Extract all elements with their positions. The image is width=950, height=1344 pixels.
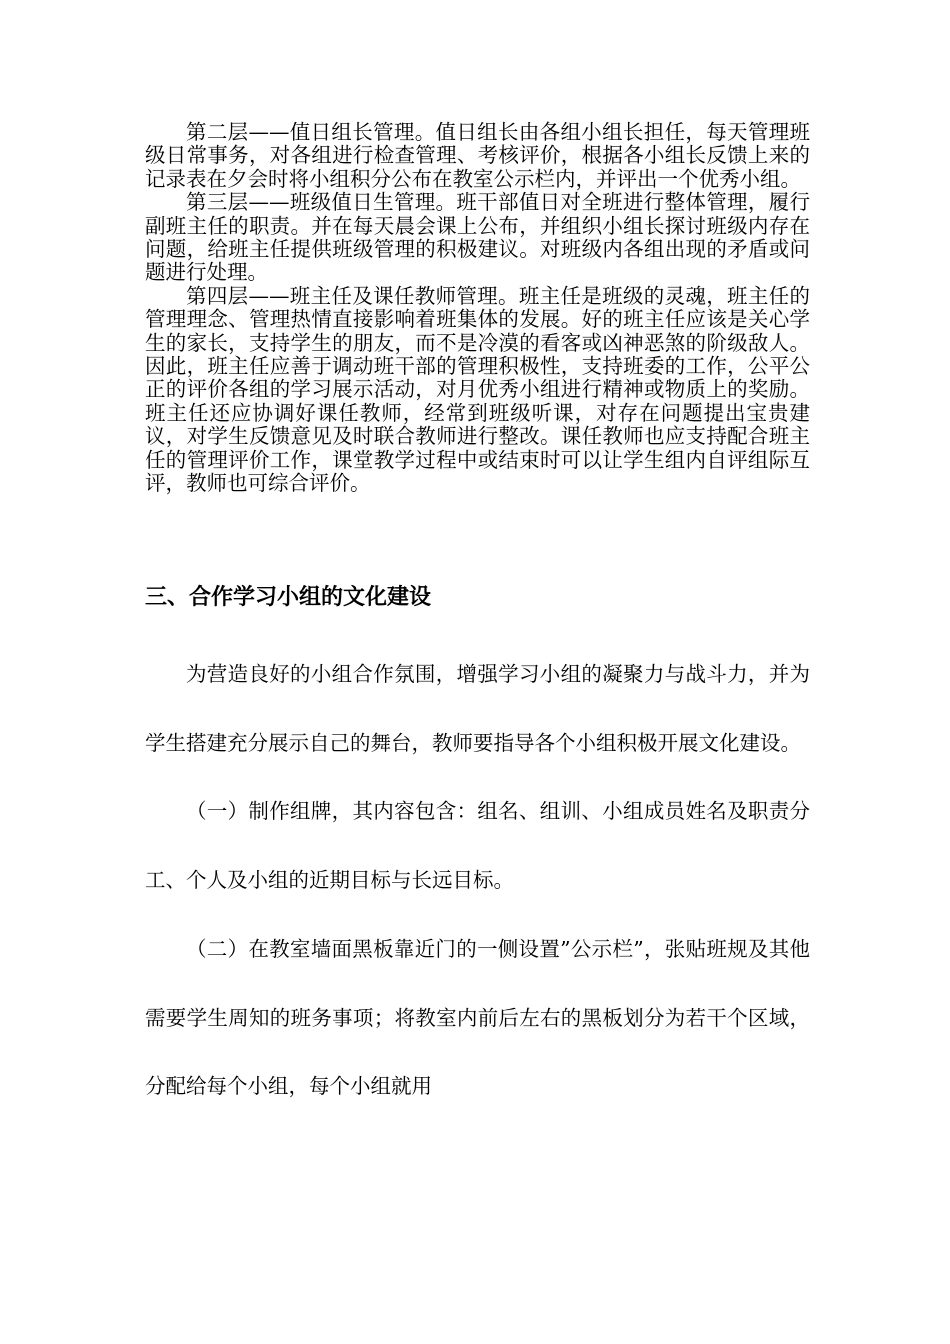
paragraph-layer-four: 第四层——班主任及课任教师管理。班主任是班级的灵魂，班主任的管理理念、管理热情直接影响着班集体的发展。好的班主任应该是关心学生的家长，支持学生的朋友，而不是冷漠的看客或凶神恶煞的阶级敌人。因此，班主任应善于调动班干部的管理积极性，支持班委的工作，公平公正的评价各组的学习展示活动，对月优秀小组进行精神或物质上的奖励。班主任还应协调好课任教师，经常到班级听课，对存在问题提出宝贵建议，对学生反馈意见及时联合教师进行整改。课任教师也应支持配合班主任的管理评价工作，课堂教学过程中或结束时可以让学生组内自评组际互评，教师也可综合评价。 bbox=[145, 283, 810, 496]
spaced-text-block bbox=[145, 640, 810, 1121]
paragraph-item-two: （二）在教室墙面黑板靠近门的一侧设置”公示栏”，张贴班规及其他需要学生周知的班务事项；将教室内前后左右的黑板划分为若干个区域，分配给每个小组，每个小组就用 bbox=[145, 936, 810, 1099]
paragraph-layer-two: 第二层——值日组长管理。值日组长由各组小组长担任，每天管理班级日常事务，对各组进行检查管理、考核评价，根据各小组长反馈上来的记录表在夕会时将小组积分公布在教室公示栏内，并评出一个优秀小组。 bbox=[145, 120, 810, 191]
section-heading: 三、合作学习小组的文化建设 bbox=[145, 585, 432, 610]
dense-text-block bbox=[145, 121, 810, 496]
paragraph-layer-three: 第三层——班级值日生管理。班干部值日对全班进行整体管理，履行副班主任的职责。并在每天晨会课上公布，并组织小组长探讨班级内存在问题，给班主任提供班级管理的积极建议。对班级内各组出现的矛盾或问题进行处理。 bbox=[145, 190, 810, 285]
paragraph-item-one: （一）制作组牌，其内容包含：组名、组训、小组成员姓名及职责分工、个人及小组的近期目标与长远目标。 bbox=[145, 799, 810, 893]
paragraph-intro: 为营造良好的小组合作氛围，增强学习小组的凝聚力与战斗力，并为学生搭建充分展示自己的舞台，教师要指导各个小组积极开展文化建设。 bbox=[145, 662, 810, 755]
